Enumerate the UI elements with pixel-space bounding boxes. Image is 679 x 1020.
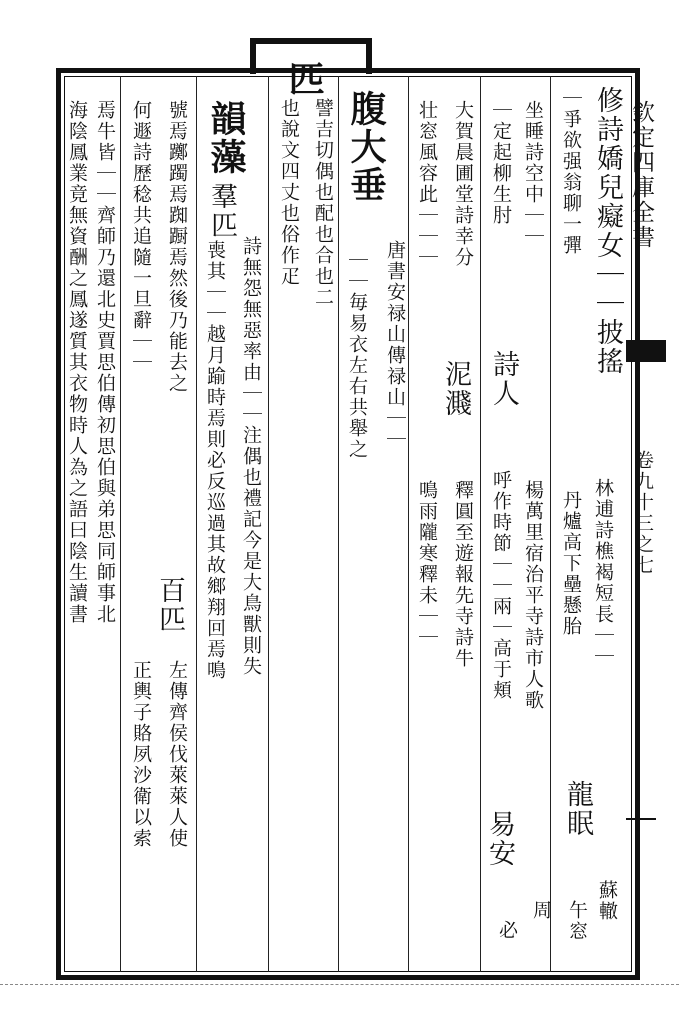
text-column: 海陰鳳業竟無資酬之鳳遂質其衣物時人為之語曰陰生讀書	[66, 100, 88, 625]
text-column: 坐睡詩空中｜｜	[522, 100, 544, 247]
volume-label: 卷九十三之七	[632, 450, 654, 576]
fish-tail-mark	[626, 340, 666, 362]
entry-heading: 百匹	[154, 576, 185, 634]
text-column: 楊萬里宿治平寺詩市人歌	[522, 480, 544, 711]
column-divider	[480, 76, 481, 972]
text-column: 鳴雨隴寒釋未｜｜	[416, 480, 438, 648]
text-column: 周	[530, 900, 552, 921]
entry-heading: 羣匹	[206, 182, 237, 240]
text-column: ｜｜毎易衣左右共舉之	[346, 250, 368, 460]
entry-heading: 腹大垂	[345, 90, 387, 204]
text-column: 壮窓風容此｜｜｜	[416, 100, 438, 268]
column-divider	[268, 76, 269, 972]
text-column: 釋圓至遊報先寺詩牛	[452, 480, 474, 669]
entry-heading: 易安	[484, 810, 515, 868]
text-column: 丹爐高下壘懸胎	[560, 490, 582, 637]
text-column: 唐書安禄山傳禄山｜｜	[384, 240, 406, 450]
section-heading: 韻藻	[205, 100, 247, 176]
text-column: 必	[496, 920, 518, 941]
margin-strip	[622, 80, 672, 980]
text-column: 喪其｜｜越月踰時焉則必反巡過其故鄉翔回焉鳴	[204, 240, 226, 681]
main-heading: 匹	[283, 60, 325, 98]
column-divider	[338, 76, 339, 972]
text-column: 午窓	[566, 900, 588, 942]
text-column: ｜爭欲强翁聊一彈	[560, 88, 582, 256]
text-column: 呼作時節｜｜兩｜高于頬	[490, 470, 512, 701]
text-column: 大賀晨圃堂詩幸分	[452, 100, 474, 268]
column-divider	[408, 76, 409, 972]
text-column: 林逋詩樵褐短長｜｜	[592, 478, 614, 667]
text-column: 也說文四丈也俗作疋	[278, 98, 300, 287]
column-divider	[120, 76, 121, 972]
column-divider	[196, 76, 197, 972]
scan-edge	[0, 984, 679, 985]
text-column: 詩無怨無惡率由｜｜注偶也禮記今是大鳥獸則失	[240, 236, 262, 677]
text-column: 左傳齊侯伐萊萊人使	[166, 660, 188, 849]
text-column: 譬吉切偶也配也合也二	[312, 98, 334, 308]
text-column: ｜定起柳生肘	[490, 100, 512, 226]
column-divider	[550, 76, 551, 972]
text-column: 焉牛皆｜｜齊師乃還北史賈思伯傳初思伯與弟思同師事北	[94, 100, 116, 625]
text-column: 蘇轍	[596, 880, 618, 922]
text-column: 何遯詩歷稔共追隨一旦辭｜｜	[130, 100, 152, 373]
text-column: 號焉躑躅焉踟蹰焉然後乃能去之	[166, 100, 188, 394]
text-column: 修詩嬌兒癡女｜｜披搖	[592, 86, 623, 376]
entry-heading: 龍眠	[562, 780, 593, 838]
margin-rule	[626, 818, 656, 820]
book-header: 欽定四庫全書	[628, 100, 654, 250]
entry-heading: 詩人	[488, 350, 519, 408]
entry-heading: 泥濺	[440, 360, 471, 418]
text-column: 正輿子賂夙沙衛以索	[130, 660, 152, 849]
